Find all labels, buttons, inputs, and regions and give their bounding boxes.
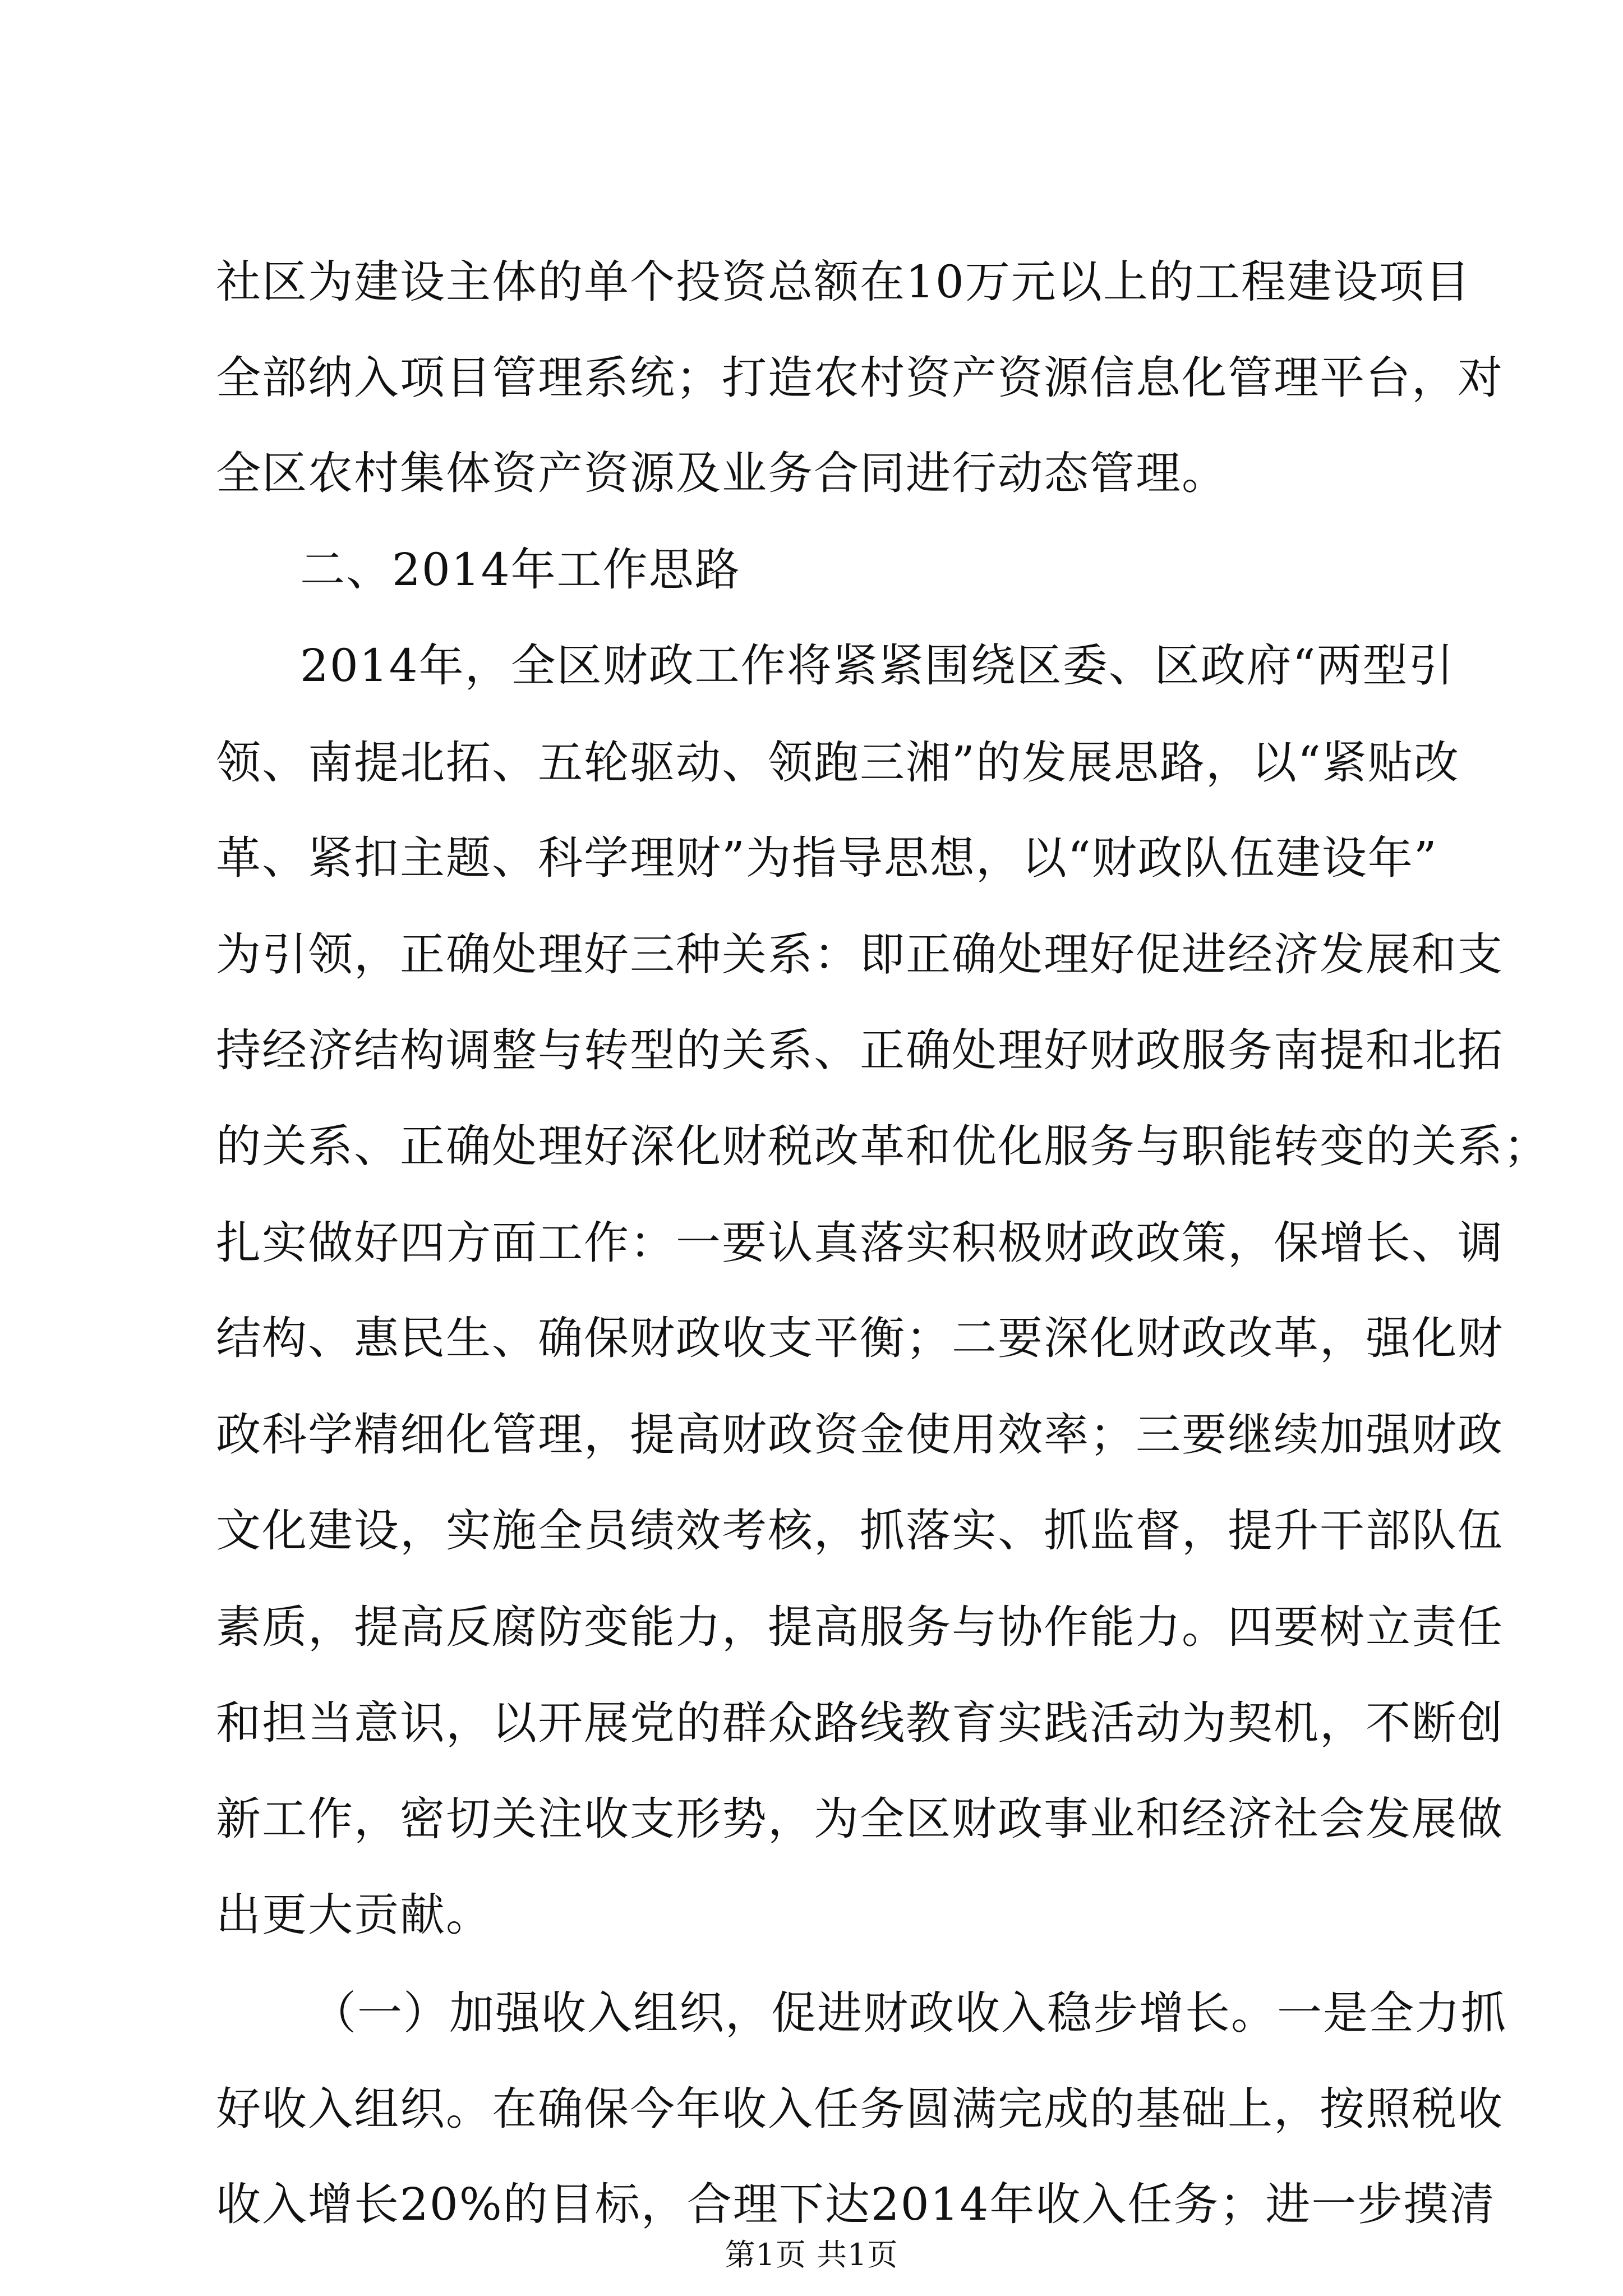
paragraph-line: 的关系、正确处理好深化财税改革和优化服务与职能转变的关系； [216, 1120, 1550, 1172]
paragraph-line: 2014年，全区财政工作将紧紧围绕区委、区政府“两型引 [300, 639, 1455, 692]
paragraph-line: 持经济结构调整与转型的关系、正确处理好财政服务南提和北拓 [216, 1024, 1504, 1076]
paragraph-line: 全区农村集体资产资源及业务合同进行动态管理。 [216, 447, 1228, 499]
paragraph-line: 扎实做好四方面工作：一要认真落实积极财政政策，保增长、调 [216, 1217, 1504, 1269]
paragraph-line: 出更大贡献。 [216, 1889, 492, 1941]
paragraph-line: 政科学精细化管理，提高财政资金使用效率；三要继续加强财政 [216, 1409, 1504, 1461]
paragraph-line: 社区为建设主体的单个投资总额在10万元以上的工程建设项目 [216, 256, 1471, 308]
page-footer: 第1页 共1页 [725, 2237, 898, 2272]
paragraph-line: 文化建设，实施全员绩效考核，抓落实、抓监督，提升干部队伍 [216, 1504, 1504, 1557]
paragraph-line: 革、紧扣主题、科学理财”为指导思想，以“财政队伍建设年” [216, 832, 1438, 884]
paragraph-line: 为引领，正确处理好三种关系：即正确处理好促进经济发展和支 [216, 928, 1504, 981]
paragraph-line: 好收入组织。在确保今年收入任务圆满完成的基础上，按照税收 [216, 2083, 1504, 2135]
paragraph-line: 领、南提北拓、五轮驱动、领跑三湘”的发展思路，以“紧贴改 [216, 737, 1460, 789]
section-heading: 二、2014年工作思路 [300, 544, 741, 596]
paragraph-line: 素质，提高反腐防变能力，提高服务与协作能力。四要树立责任 [216, 1601, 1504, 1653]
paragraph-line: 新工作，密切关注收支形势，为全区财政事业和经济社会发展做 [216, 1793, 1504, 1845]
paragraph-line: （一）加强收入组织，促进财政收入稳步增长。一是全力抓 [311, 1987, 1507, 2039]
paragraph-line: 收入增长20%的目标，合理下达2014年收入任务；进一步摸清 [216, 2178, 1496, 2230]
paragraph-line: 全部纳入项目管理系统；打造农村资产资源信息化管理平台，对 [216, 352, 1504, 404]
paragraph-line: 和担当意识，以开展党的群众路线教育实践活动为契机，不断创 [216, 1697, 1504, 1749]
paragraph-line: 结构、惠民生、确保财政收支平衡；二要深化财政改革，强化财 [216, 1312, 1504, 1364]
